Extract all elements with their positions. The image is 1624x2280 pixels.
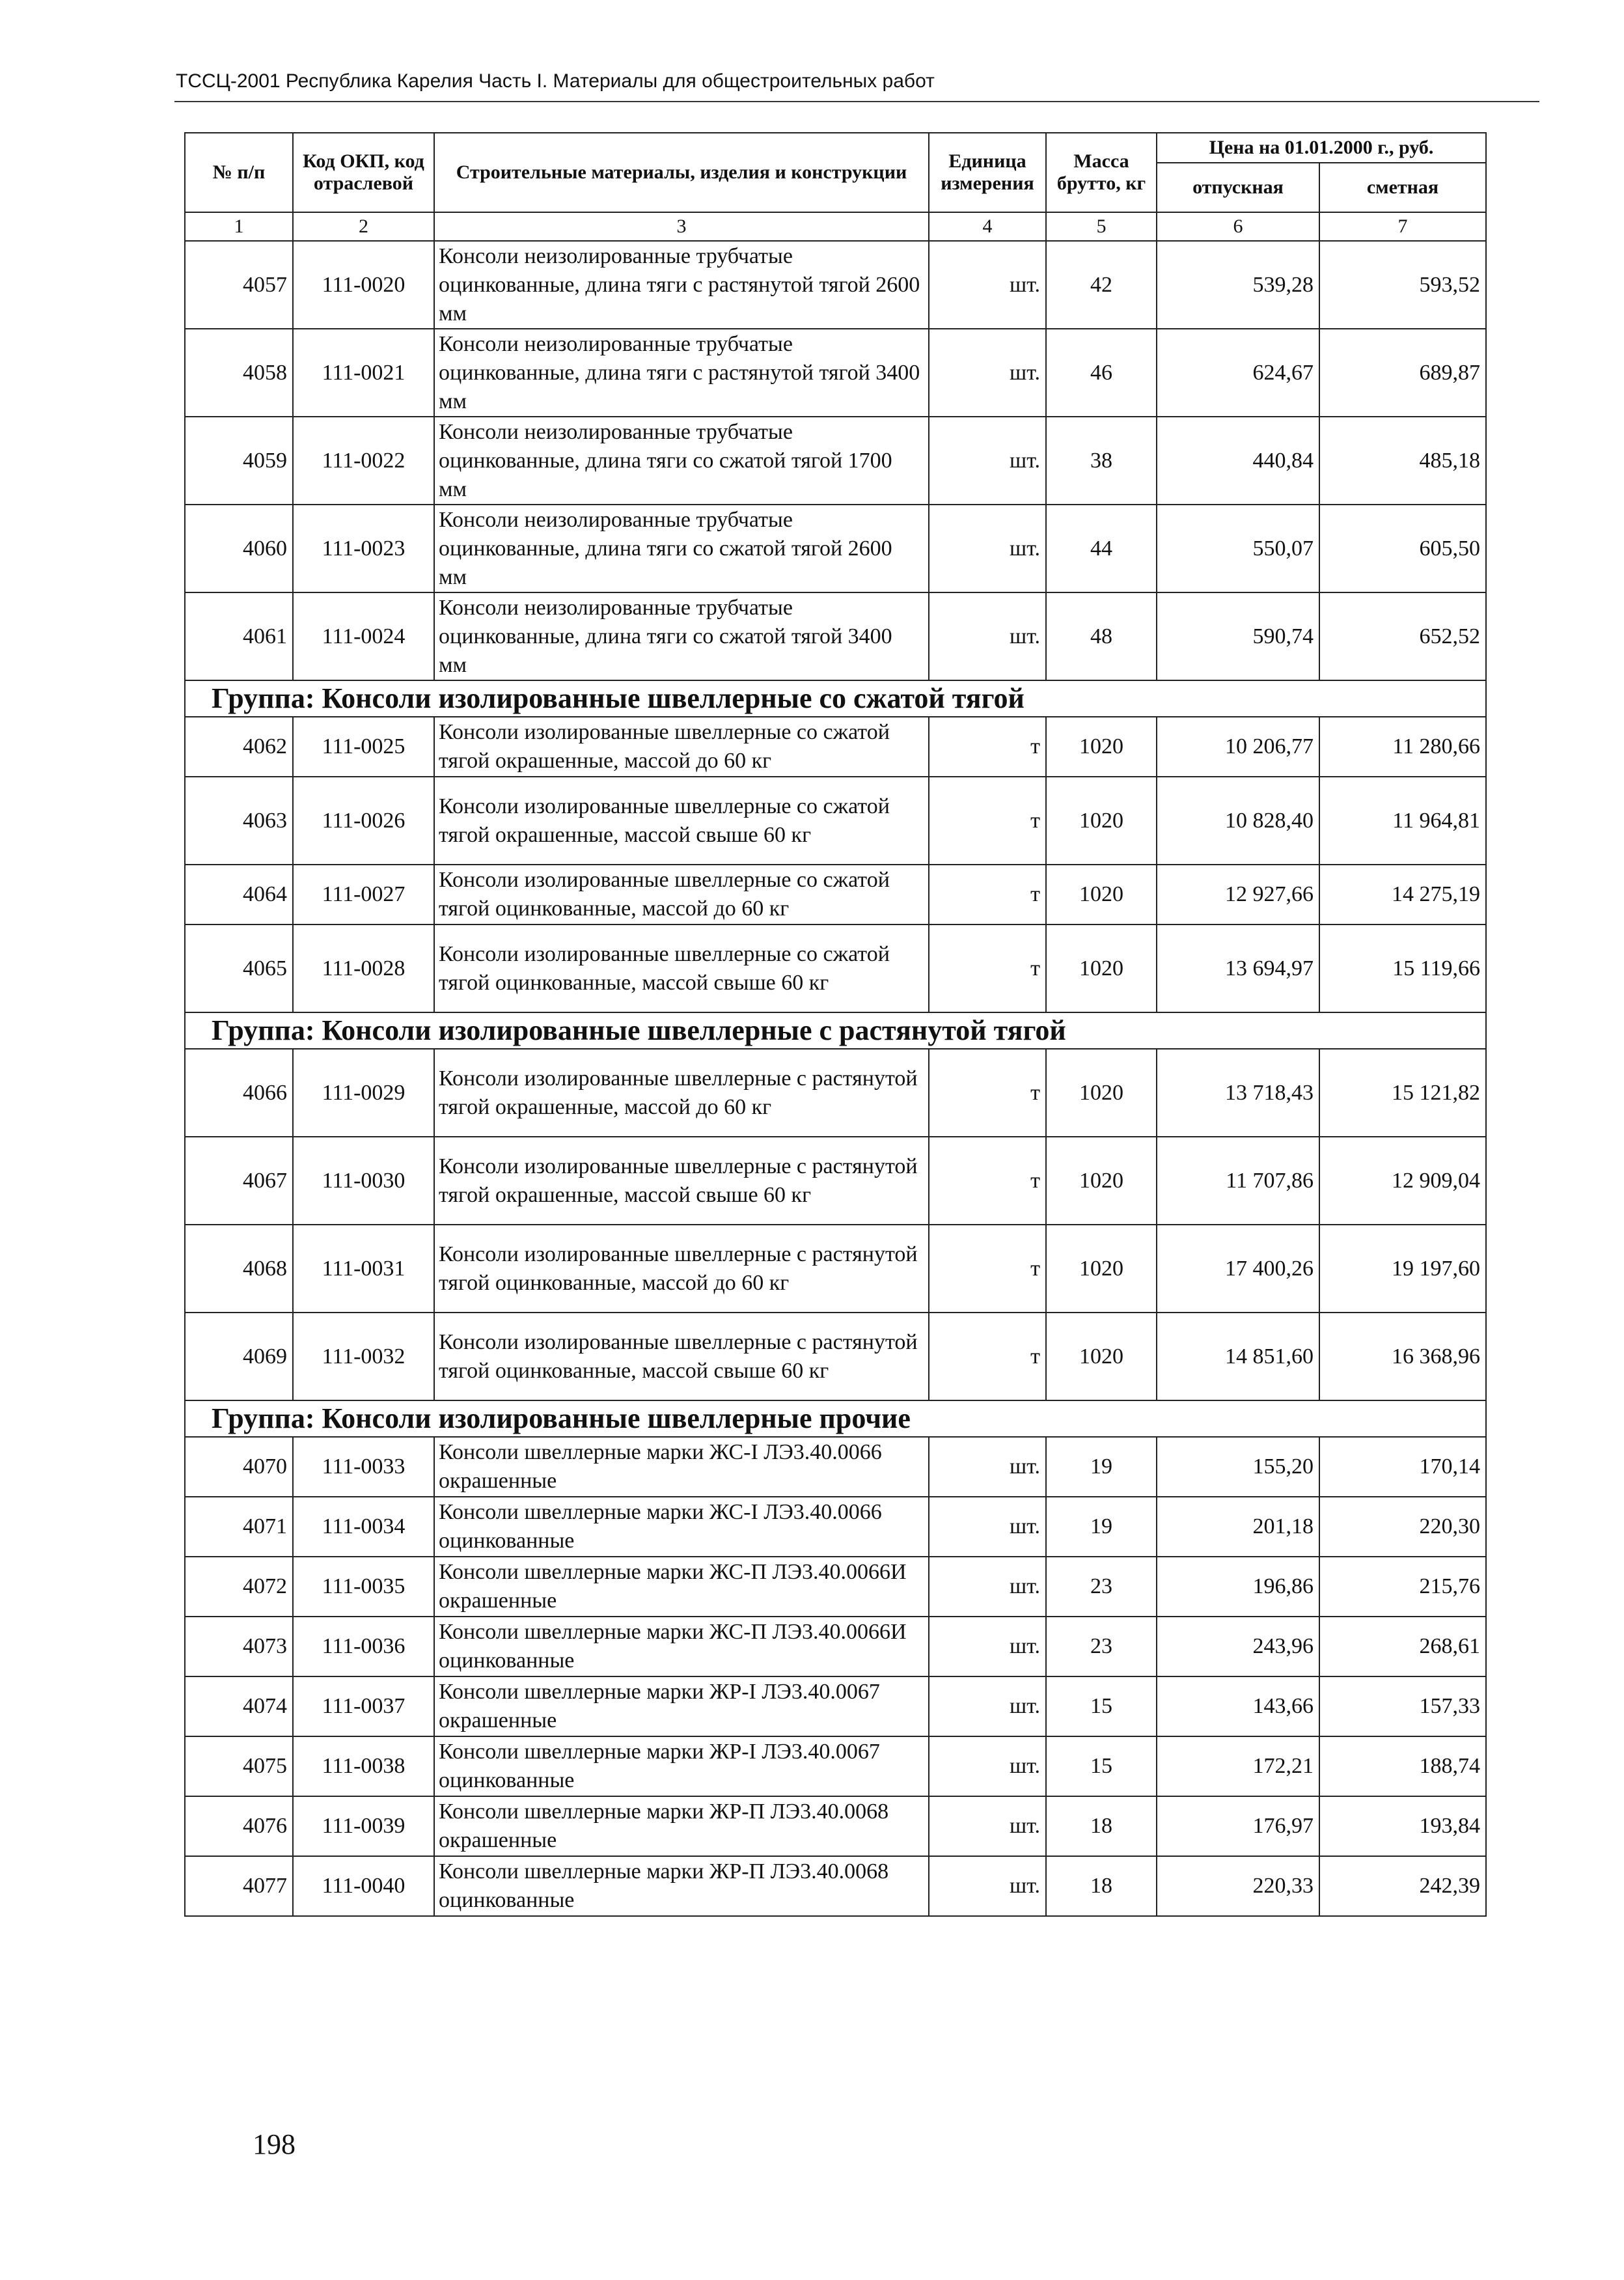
row-unit: шт. <box>929 1676 1046 1736</box>
row-mass: 1020 <box>1046 1049 1157 1137</box>
table-row <box>185 1137 1486 1225</box>
row-name: Консоли швеллерные марки ЖС-I ЛЭ3.40.0066 окрашенные <box>434 1437 929 1497</box>
row-estimate-price: 19 197,60 <box>1319 1225 1486 1313</box>
row-name: Консоли изолированные швеллерные со сжатой тягой оцинкованные, массой до 60 кг <box>434 865 929 925</box>
col-header-price: Цена на 01.01.2000 г., руб. <box>1157 133 1486 163</box>
row-mass: 23 <box>1046 1557 1157 1617</box>
row-release-price: 196,86 <box>1157 1557 1319 1617</box>
row-release-price: 14 851,60 <box>1157 1313 1319 1400</box>
row-code: 111-0023 <box>293 505 434 592</box>
row-release-price: 550,07 <box>1157 505 1319 592</box>
row-code: 111-0031 <box>293 1225 434 1313</box>
column-number: 1 <box>185 212 293 241</box>
row-mass: 15 <box>1046 1736 1157 1796</box>
row-release-price: 176,97 <box>1157 1796 1319 1856</box>
row-release-price: 12 927,66 <box>1157 865 1319 925</box>
row-mass: 1020 <box>1046 1225 1157 1313</box>
row-code: 111-0026 <box>293 777 434 865</box>
row-code: 111-0028 <box>293 925 434 1012</box>
row-estimate-price: 193,84 <box>1319 1796 1486 1856</box>
col-header-name: Строительные материалы, изделия и конструкции <box>434 133 929 212</box>
row-mass: 1020 <box>1046 925 1157 1012</box>
row-num: 4061 <box>185 592 293 680</box>
row-unit: шт. <box>929 241 1046 329</box>
row-mass: 48 <box>1046 592 1157 680</box>
page-number: 198 <box>253 2128 296 2160</box>
row-estimate-price: 12 909,04 <box>1319 1137 1486 1225</box>
row-name: Консоли неизолированные трубчатые оцинкованные, длина тяги со сжатой тягой 1700 мм <box>434 417 929 505</box>
table-row <box>185 417 1486 505</box>
col-header-unit: Единица измерения <box>929 133 1046 212</box>
row-estimate-price: 485,18 <box>1319 417 1486 505</box>
row-unit: шт. <box>929 329 1046 417</box>
row-mass: 1020 <box>1046 1137 1157 1225</box>
row-num: 4077 <box>185 1856 293 1916</box>
row-estimate-price: 220,30 <box>1319 1497 1486 1557</box>
row-code: 111-0036 <box>293 1617 434 1676</box>
row-estimate-price: 157,33 <box>1319 1676 1486 1736</box>
row-num: 4073 <box>185 1617 293 1676</box>
column-number: 2 <box>293 212 434 241</box>
table-row <box>185 1856 1486 1916</box>
table-row <box>185 1313 1486 1400</box>
table-row <box>185 592 1486 680</box>
row-num: 4071 <box>185 1497 293 1557</box>
row-estimate-price: 268,61 <box>1319 1617 1486 1676</box>
row-mass: 15 <box>1046 1676 1157 1736</box>
row-mass: 38 <box>1046 417 1157 505</box>
row-mass: 44 <box>1046 505 1157 592</box>
group-row <box>185 1400 1486 1437</box>
row-num: 4062 <box>185 717 293 777</box>
row-unit: т <box>929 1225 1046 1313</box>
row-code: 111-0030 <box>293 1137 434 1225</box>
row-num: 4063 <box>185 777 293 865</box>
row-name: Консоли изолированные швеллерные с растянутой тягой окрашенные, массой свыше 60 кг <box>434 1137 929 1225</box>
row-name: Консоли изолированные швеллерные со сжатой тягой оцинкованные, массой свыше 60 кг <box>434 925 929 1012</box>
row-mass: 18 <box>1046 1856 1157 1916</box>
row-release-price: 155,20 <box>1157 1437 1319 1497</box>
row-unit: т <box>929 1137 1046 1225</box>
group-row <box>185 680 1486 717</box>
row-num: 4067 <box>185 1137 293 1225</box>
row-num: 4060 <box>185 505 293 592</box>
row-unit: шт. <box>929 592 1046 680</box>
row-unit: шт. <box>929 1617 1046 1676</box>
row-unit: шт. <box>929 1796 1046 1856</box>
col-header-mass: Масса брутто, кг <box>1046 133 1157 212</box>
table-row <box>185 777 1486 865</box>
row-release-price: 172,21 <box>1157 1736 1319 1796</box>
row-estimate-price: 605,50 <box>1319 505 1486 592</box>
row-name: Консоли неизолированные трубчатые оцинкованные, длина тяги со сжатой тягой 3400 мм <box>434 592 929 680</box>
row-name: Консоли неизолированные трубчатые оцинкованные, длина тяги с растянутой тягой 2600 мм <box>434 241 929 329</box>
row-unit: шт. <box>929 1497 1046 1557</box>
row-name: Консоли изолированные швеллерные со сжатой тягой окрашенные, массой до 60 кг <box>434 717 929 777</box>
row-name: Консоли швеллерные марки ЖР-П ЛЭ3.40.0068 оцинкованные <box>434 1856 929 1916</box>
row-unit: т <box>929 777 1046 865</box>
col-header-release: отпускная <box>1157 163 1319 212</box>
column-number: 5 <box>1046 212 1157 241</box>
row-mass: 46 <box>1046 329 1157 417</box>
row-unit: т <box>929 1313 1046 1400</box>
table-header <box>185 133 1486 241</box>
row-unit: т <box>929 717 1046 777</box>
row-num: 4072 <box>185 1557 293 1617</box>
table-row <box>185 1617 1486 1676</box>
row-estimate-price: 215,76 <box>1319 1557 1486 1617</box>
column-number: 6 <box>1157 212 1319 241</box>
table-row <box>185 925 1486 1012</box>
row-unit: шт. <box>929 1557 1046 1617</box>
row-estimate-price: 170,14 <box>1319 1437 1486 1497</box>
row-estimate-price: 15 119,66 <box>1319 925 1486 1012</box>
row-release-price: 440,84 <box>1157 417 1319 505</box>
row-num: 4076 <box>185 1796 293 1856</box>
row-num: 4070 <box>185 1437 293 1497</box>
row-release-price: 17 400,26 <box>1157 1225 1319 1313</box>
row-release-price: 11 707,86 <box>1157 1137 1319 1225</box>
row-code: 111-0037 <box>293 1676 434 1736</box>
row-unit: шт. <box>929 1437 1046 1497</box>
row-code: 111-0022 <box>293 417 434 505</box>
table-row <box>185 1796 1486 1856</box>
row-code: 111-0039 <box>293 1796 434 1856</box>
header-rule <box>174 101 1539 102</box>
row-mass: 19 <box>1046 1497 1157 1557</box>
table-row <box>185 717 1486 777</box>
row-code: 111-0038 <box>293 1736 434 1796</box>
row-name: Консоли изолированные швеллерные со сжатой тягой окрашенные, массой свыше 60 кг <box>434 777 929 865</box>
column-number: 7 <box>1319 212 1486 241</box>
row-estimate-price: 652,52 <box>1319 592 1486 680</box>
row-code: 111-0032 <box>293 1313 434 1400</box>
group-title: Группа: Консоли изолированные швеллерные с растянутой тягой <box>185 1012 1486 1049</box>
row-estimate-price: 689,87 <box>1319 329 1486 417</box>
row-name: Консоли швеллерные марки ЖР-I ЛЭ3.40.0067 оцинкованные <box>434 1736 929 1796</box>
row-mass: 1020 <box>1046 717 1157 777</box>
table-row <box>185 1676 1486 1736</box>
row-unit: т <box>929 925 1046 1012</box>
row-num: 4069 <box>185 1313 293 1400</box>
row-mass: 19 <box>1046 1437 1157 1497</box>
col-header-num: № п/п <box>185 133 293 212</box>
row-estimate-price: 593,52 <box>1319 241 1486 329</box>
group-title: Группа: Консоли изолированные швеллерные прочие <box>185 1400 1486 1437</box>
row-unit: шт. <box>929 417 1046 505</box>
row-mass: 18 <box>1046 1796 1157 1856</box>
row-estimate-price: 14 275,19 <box>1319 865 1486 925</box>
row-release-price: 10 206,77 <box>1157 717 1319 777</box>
row-unit: шт. <box>929 1736 1046 1796</box>
row-name: Консоли швеллерные марки ЖС-П ЛЭ3.40.0066И окрашенные <box>434 1557 929 1617</box>
row-estimate-price: 11 964,81 <box>1319 777 1486 865</box>
row-mass: 1020 <box>1046 1313 1157 1400</box>
row-code: 111-0020 <box>293 241 434 329</box>
row-release-price: 220,33 <box>1157 1856 1319 1916</box>
page-header: ТССЦ-2001 Республика Карелия Часть I. Материалы для общестроительных работ <box>176 70 935 92</box>
row-release-price: 590,74 <box>1157 592 1319 680</box>
row-release-price: 201,18 <box>1157 1497 1319 1557</box>
row-estimate-price: 11 280,66 <box>1319 717 1486 777</box>
group-title: Группа: Консоли изолированные швеллерные со сжатой тягой <box>185 680 1486 717</box>
row-release-price: 624,67 <box>1157 329 1319 417</box>
row-name: Консоли неизолированные трубчатые оцинкованные, длина тяги с растянутой тягой 3400 мм <box>434 329 929 417</box>
row-name: Консоли швеллерные марки ЖС-П ЛЭ3.40.0066И оцинкованные <box>434 1617 929 1676</box>
row-num: 4068 <box>185 1225 293 1313</box>
row-mass: 1020 <box>1046 865 1157 925</box>
row-estimate-price: 188,74 <box>1319 1736 1486 1796</box>
row-code: 111-0029 <box>293 1049 434 1137</box>
table-row <box>185 505 1486 592</box>
row-mass: 1020 <box>1046 777 1157 865</box>
row-code: 111-0040 <box>293 1856 434 1916</box>
row-name: Консоли изолированные швеллерные с растянутой тягой оцинкованные, массой до 60 кг <box>434 1225 929 1313</box>
row-num: 4059 <box>185 417 293 505</box>
row-unit: шт. <box>929 1856 1046 1916</box>
row-num: 4075 <box>185 1736 293 1796</box>
row-release-price: 143,66 <box>1157 1676 1319 1736</box>
column-number: 3 <box>434 212 929 241</box>
table-row <box>185 1225 1486 1313</box>
table-row <box>185 1437 1486 1497</box>
row-release-price: 13 718,43 <box>1157 1049 1319 1137</box>
row-mass: 42 <box>1046 241 1157 329</box>
row-name: Консоли изолированные швеллерные с растянутой тягой оцинкованные, массой свыше 60 кг <box>434 1313 929 1400</box>
col-header-estimate: сметная <box>1319 163 1486 212</box>
table-row <box>185 1497 1486 1557</box>
row-name: Консоли неизолированные трубчатые оцинкованные, длина тяги со сжатой тягой 2600 мм <box>434 505 929 592</box>
row-code: 111-0034 <box>293 1497 434 1557</box>
table-row <box>185 241 1486 329</box>
row-num: 4074 <box>185 1676 293 1736</box>
row-code: 111-0035 <box>293 1557 434 1617</box>
row-unit: т <box>929 1049 1046 1137</box>
row-num: 4066 <box>185 1049 293 1137</box>
table-row <box>185 1557 1486 1617</box>
row-release-price: 10 828,40 <box>1157 777 1319 865</box>
group-row <box>185 1012 1486 1049</box>
row-unit: шт. <box>929 505 1046 592</box>
row-code: 111-0025 <box>293 717 434 777</box>
row-name: Консоли изолированные швеллерные с растянутой тягой окрашенные, массой до 60 кг <box>434 1049 929 1137</box>
table-row <box>185 1049 1486 1137</box>
row-release-price: 13 694,97 <box>1157 925 1319 1012</box>
row-code: 111-0021 <box>293 329 434 417</box>
row-num: 4057 <box>185 241 293 329</box>
row-name: Консоли швеллерные марки ЖР-П ЛЭ3.40.0068 окрашенные <box>434 1796 929 1856</box>
row-estimate-price: 242,39 <box>1319 1856 1486 1916</box>
table-row <box>185 1736 1486 1796</box>
row-estimate-price: 15 121,82 <box>1319 1049 1486 1137</box>
row-estimate-price: 16 368,96 <box>1319 1313 1486 1400</box>
row-num: 4065 <box>185 925 293 1012</box>
row-code: 111-0027 <box>293 865 434 925</box>
materials-table <box>184 132 1487 1917</box>
row-code: 111-0024 <box>293 592 434 680</box>
row-name: Консоли швеллерные марки ЖС-I ЛЭ3.40.0066 оцинкованные <box>434 1497 929 1557</box>
row-num: 4064 <box>185 865 293 925</box>
row-num: 4058 <box>185 329 293 417</box>
col-header-okp: Код ОКП, код отраслевой <box>293 133 434 212</box>
table-row <box>185 329 1486 417</box>
row-release-price: 243,96 <box>1157 1617 1319 1676</box>
column-numbers-row <box>185 212 1486 241</box>
column-number: 4 <box>929 212 1046 241</box>
row-mass: 23 <box>1046 1617 1157 1676</box>
row-name: Консоли швеллерные марки ЖР-I ЛЭ3.40.0067 окрашенные <box>434 1676 929 1736</box>
table-row <box>185 865 1486 925</box>
row-unit: т <box>929 865 1046 925</box>
row-release-price: 539,28 <box>1157 241 1319 329</box>
row-code: 111-0033 <box>293 1437 434 1497</box>
